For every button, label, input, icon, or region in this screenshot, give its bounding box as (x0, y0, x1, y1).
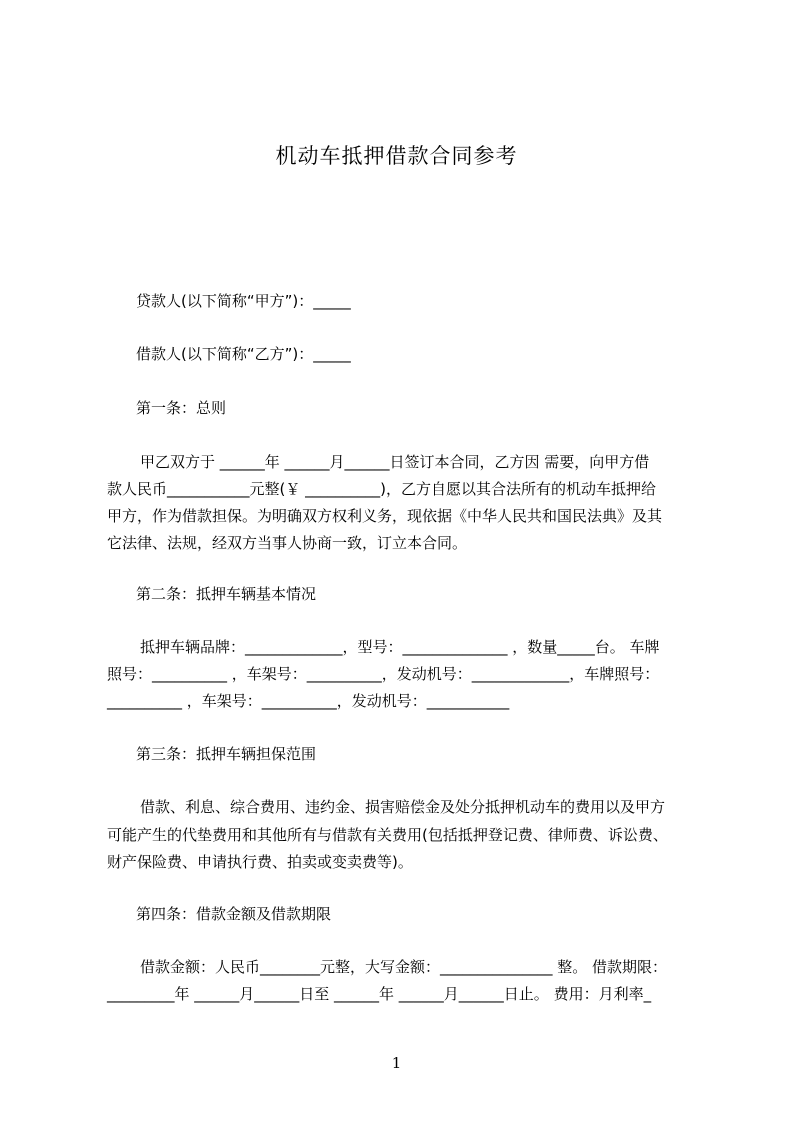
article-3-heading: 第三条：抵押车辆担保范围 (136, 745, 317, 763)
page-number: 1 (391, 1054, 402, 1072)
article-2-heading: 第二条：抵押车辆基本情况 (136, 585, 317, 603)
article-3-text-line: 可能产生的代垫费用和其他所有与借款有关费用(包括抵押登记费、律师费、诉讼费、 (107, 826, 668, 844)
article-4-text-line: 借款金额：人民币________元整，大写金额：_______________ 整。 借款期限： (140, 958, 668, 976)
article-1-text-line: 款人民币___________元整(￥ __________)，乙方自愿以其合法所有的机动车抵押给 (107, 480, 656, 498)
article-1-heading: 第一条：总则 (136, 399, 227, 417)
article-1-text-line: 它法律、法规，经双方当事人协商一致，订立本合同。 (107, 534, 468, 552)
article-3-text-line: 财产保险费、申请执行费、拍卖或变卖费等)。 (107, 853, 413, 871)
article-2-text-line: 抵押车辆品牌：_____________，型号：______________ ，数量_____台。 车牌 (140, 638, 660, 656)
article-2-text-line: __________ ，车架号：__________，发动机号：___________ (107, 692, 510, 710)
article-4-text-line: _________年 ______月______日至 ______年 ______月______日止。 费用：月利率_ (107, 985, 652, 1003)
article-1-text-line: 甲乙双方于 ______年 ______月______日签订本合同，乙方因 需要，向甲方借 (140, 453, 650, 471)
borrower-line: 借款人(以下简称“乙方”)：_____ (136, 345, 351, 363)
article-4-heading: 第四条：借款金额及借款期限 (136, 905, 332, 923)
article-2-text-line: 照号：__________ ，车架号：__________，发动机号：_____________，车牌照号： (107, 665, 660, 683)
article-1-text-line: 甲方，作为借款担保。为明确双方权利义务，现依据《中华人民共和国民法典》及其 (107, 507, 663, 525)
article-3-text-line: 借款、利息、综合费用、违约金、损害赔偿金及处分抵押机动车的费用以及甲方 (140, 798, 666, 816)
document-title: 机动车抵押借款合同参考 (275, 144, 518, 168)
lender-line: 贷款人(以下简称“甲方”)：_____ (136, 292, 351, 310)
